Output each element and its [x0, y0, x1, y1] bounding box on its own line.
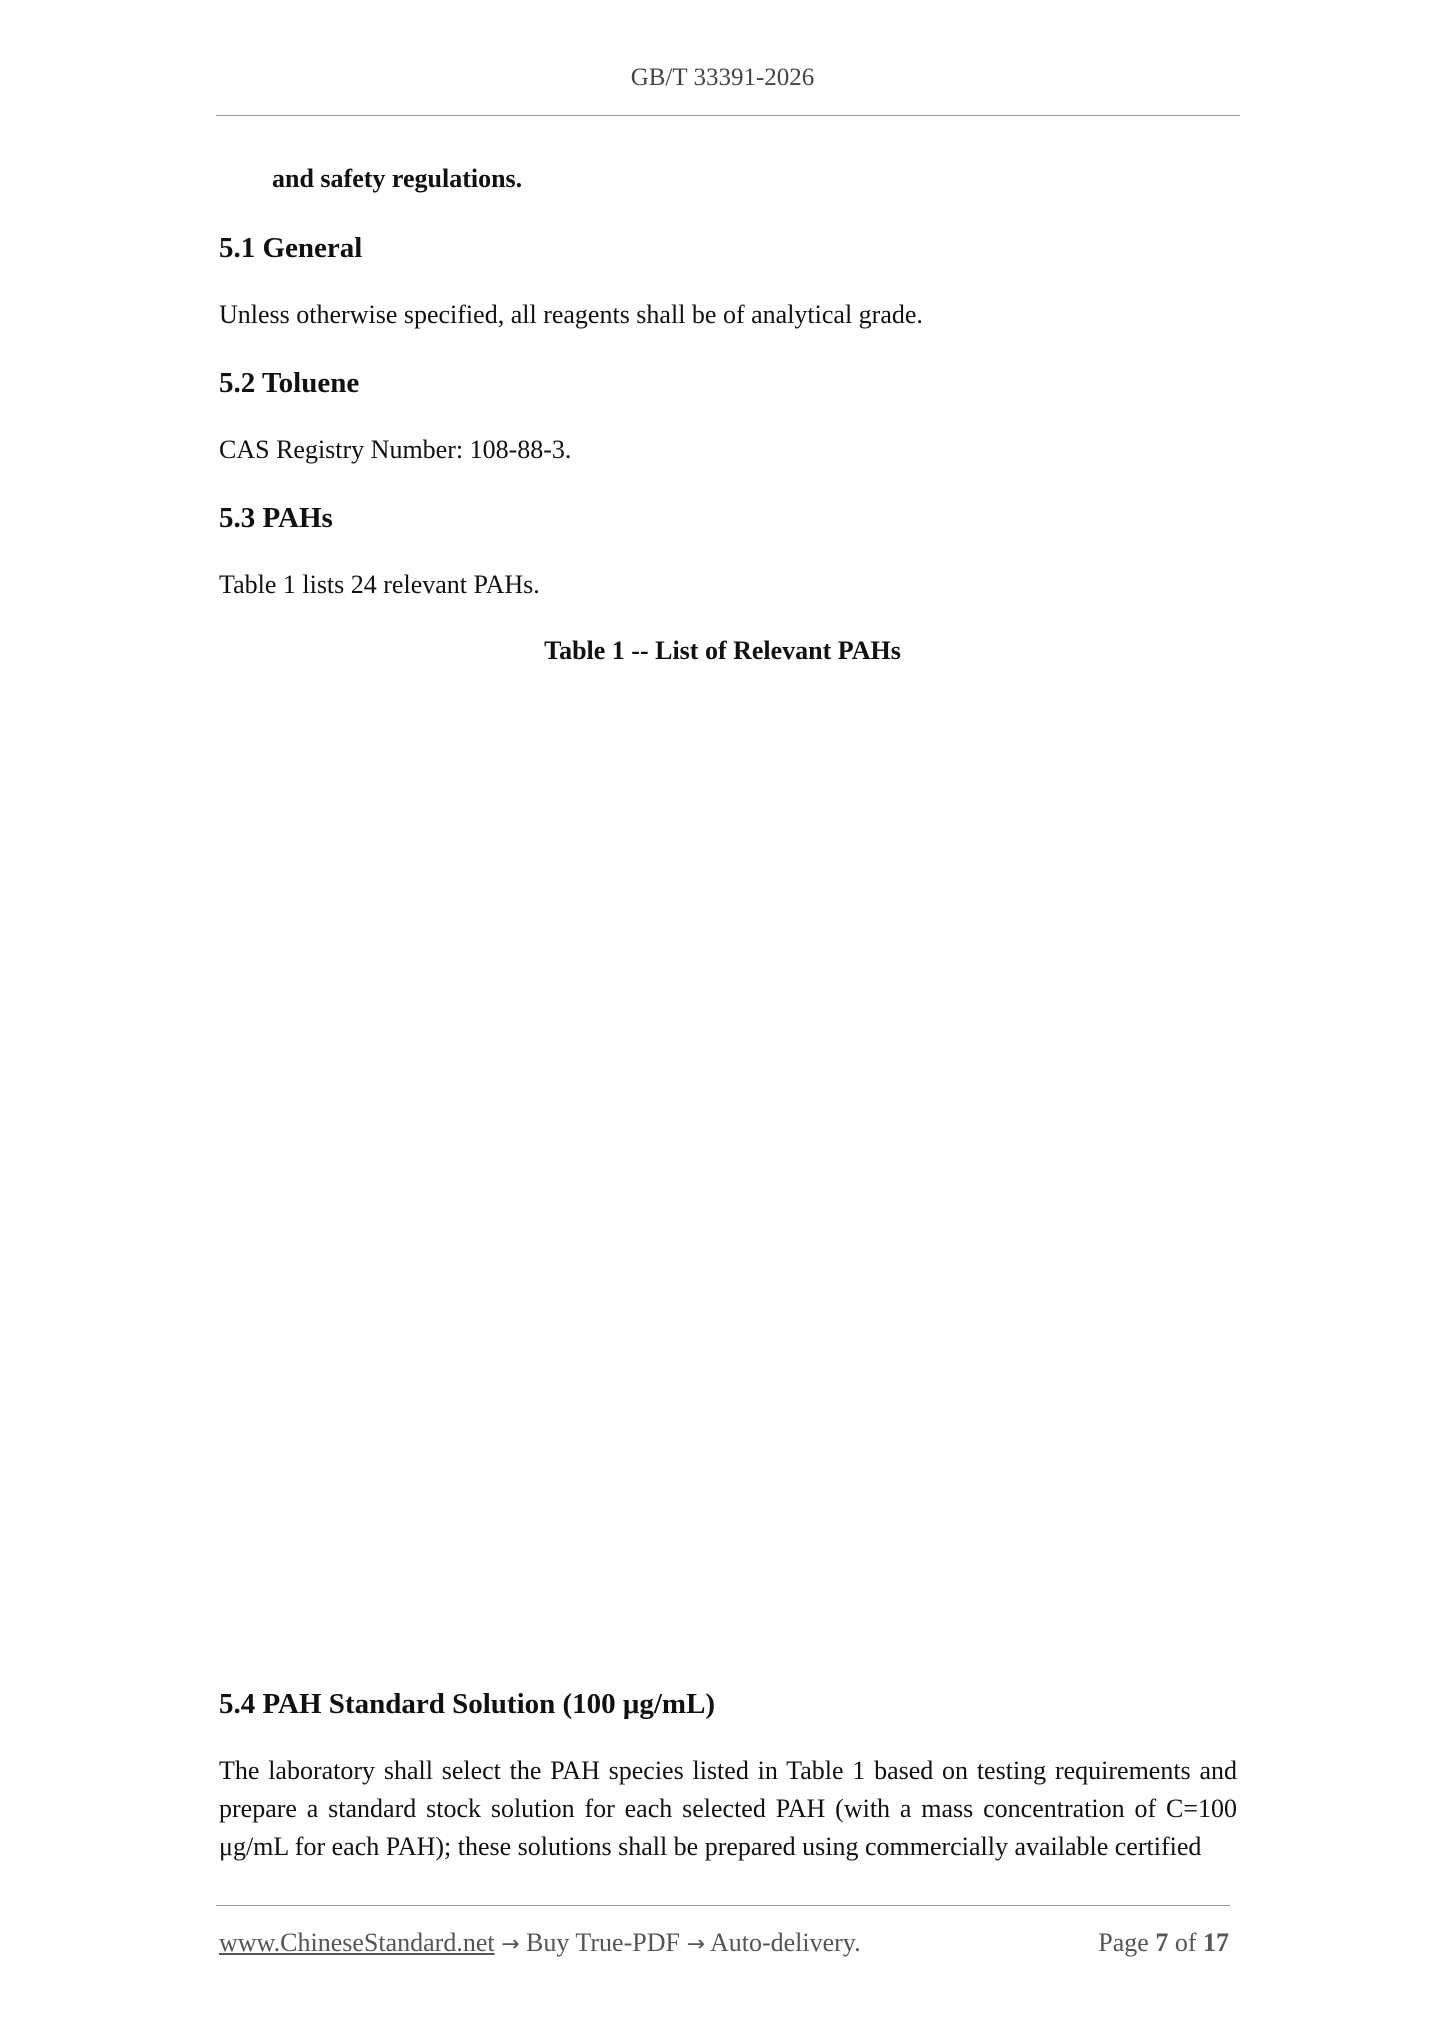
- section-5-4-heading: 5.4 PAH Standard Solution (100 μg/mL): [219, 1688, 716, 1720]
- of-label: of: [1174, 1928, 1197, 1957]
- table-1-caption: Table 1 -- List of Relevant PAHs: [544, 636, 901, 665]
- buy-text: Buy True-PDF: [526, 1928, 680, 1957]
- page-indicator: [1098, 1928, 1229, 1958]
- section-5-1-heading: 5.1 General: [219, 232, 363, 264]
- arrow-right-icon: →: [686, 1932, 705, 1957]
- section-5-3-heading: 5.3 PAHs: [219, 502, 333, 534]
- section-5-2-text: CAS Registry Number: 108-88-3.: [219, 435, 572, 464]
- footer-divider: [216, 1905, 1230, 1906]
- page-number: 7: [1155, 1928, 1169, 1957]
- website-link[interactable]: www.ChineseStandard.net: [219, 1928, 495, 1957]
- arrow-right-icon: →: [501, 1932, 520, 1957]
- section-5-3-text: Table 1 lists 24 relevant PAHs.: [219, 570, 540, 599]
- footer-promo: [219, 1928, 861, 1958]
- page-label: Page: [1098, 1928, 1149, 1957]
- delivery-text: Auto-delivery.: [709, 1928, 861, 1957]
- section-5-1-text: Unless otherwise specified, all reagents shall be of analytical grade.: [219, 300, 923, 329]
- document-code-header: GB/T 33391-2026: [630, 64, 815, 91]
- header-divider: [216, 115, 1240, 116]
- section-5-2-heading: 5.2 Toluene: [219, 367, 360, 399]
- section-5-4-text: The laboratory shall select the PAH species listed in Table 1 based on testing requirements and prepare a standard stock solution for each selected PAH (with a mass concentration of C=100 μg/mL for each PAH); these solutions shall be prepared using commercially available certified: [219, 1756, 1237, 1861]
- total-pages: 17: [1203, 1928, 1229, 1957]
- page-footer: [219, 1928, 1229, 1958]
- table-1-placeholder: [219, 690, 1237, 1670]
- continuation-text: and safety regulations.: [272, 164, 523, 193]
